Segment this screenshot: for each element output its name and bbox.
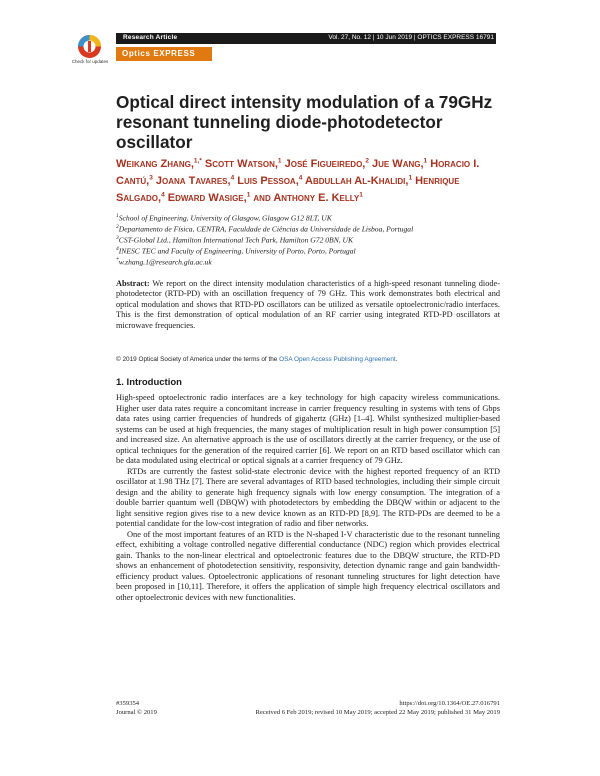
paragraph: RTDs are currently the fastest solid-state electronic device with the highest reported frequency of an RTD oscillator at 1.98 THz [7]. There are several advantages of RTD based technologies, including their simple circuit design and the ability to generate high frequency signals with low energy consumption. The integration of a double barrier quantum well (DBQW) with photodetectors by embedding the DBQW within or adjacent to the light sensitive region gives rise to a new device known as an RTD-PD [8,9]. The RTD-PDs are deemed to be a potential candidate for the low-cost integration of radio and fiber networks. bbox=[116, 466, 500, 528]
author: Weikang Zhang,$^{1,*}$ bbox=[116, 157, 202, 170]
abstract-text: We report on the direct intensity modulation characteristics of a high-speed resonant tunneling diode-photodetector (RTD-PD) with an oscillation frequency of 79 GHz. This work demonstrates both electrical and optical modulation and shows that RTD-PD oscillators can be utilized as versatile optoelectronic/radio interfaces. This is the first demonstration of optical modulation of an RF carrier using integrated RTD-PD oscillators at microwave frequencies. bbox=[116, 279, 500, 330]
author: Horacio I. Cantú,$^3$ bbox=[116, 157, 480, 187]
license-link[interactable]: OSA Open Access Publishing Agreement bbox=[279, 356, 396, 363]
author: Luis Pessoa,$^4$ bbox=[234, 174, 303, 187]
paper-title: Optical direct intensity modulation of a 79GHz resonant tunneling diode-photodetector oscillator bbox=[116, 92, 493, 152]
manuscript-id: #359354 bbox=[116, 700, 140, 707]
copyright-notice: © 2019 Optical Society of America under the terms of the OSA Open Access Publishing Agreement. bbox=[116, 356, 398, 363]
crossmark-label: Check for updates bbox=[71, 59, 109, 64]
body-text bbox=[116, 393, 500, 603]
corresponding-email[interactable]: *w.zhang.1@research.gla.ac.uk bbox=[116, 257, 212, 267]
paragraph: One of the most important features of an RTD is the N-shaped I-V characteristic due to the resonant tunneling effect, exhibiting a voltage controlled negative differential conductance (NDC) region which provides electrical gain. Thanks to the non-linear electrical and optoelectronic features due to the DBQW structure, the RTD-PD shows an enhancement of photodetection sensitivity, responsivity, detection dynamic range and gain bandwidth-efficiency product values. Optoelectronic applications of resonant tunneling structures for light detection have been proposed in [10,11]. Therefore, it offers the application of simple high frequency electrical oscillators and other optoelectronic devices with new functionalities. bbox=[116, 529, 500, 602]
author: Edward Wasige,$^1$ bbox=[164, 191, 251, 205]
paragraph: High-speed optoelectronic radio interfaces are a key technology for high capacity wireless communications. Higher user data rates require a concomitant increase in carrier frequency resulting in systems with tens of Gbps data rates using carrier frequencies of hundreds of gigahertz (GHz) [1–4]. Whilst synthesized multiplier-based systems can be used at high frequencies, the many stages of multiplication result in high power consumption [5] and increased size. An alternative approach is the use of oscillators directly at the carrier frequency, or the use of optical techniques for the generation of the required carrier [6]. We report on an RTD based oscillator which can be data modulated using electrical or optical signals at a carrier frequency of 79 GHz. bbox=[116, 393, 500, 465]
affiliation: $^3$CST-Global Ltd., Hamilton International Tech Park, Hamilton G72 0BN, UK bbox=[116, 235, 354, 245]
abstract bbox=[116, 279, 500, 331]
author: Jue Wang,$^1$ bbox=[368, 157, 428, 170]
abstract-label: Abstract: bbox=[116, 279, 150, 288]
crossmark-icon[interactable] bbox=[77, 34, 102, 59]
affiliation: $^2$Departamento de Física, CENTRA, Faculdade de Ciências da Universidade de Lisboa, Portugal bbox=[116, 224, 414, 234]
author-list bbox=[116, 154, 500, 206]
doi-link[interactable]: https://doi.org/10.1364/OE.27.016791 bbox=[399, 700, 500, 707]
author: Scott Watson,$^1$ bbox=[201, 157, 282, 170]
affiliations bbox=[116, 212, 500, 267]
author: Henrique Salgado,$^4$ bbox=[116, 174, 460, 205]
affiliation: $^4$INESC TEC and Faculty of Engineering, University of Porto, Porto, Portugal bbox=[116, 246, 356, 256]
article-type: Research Article bbox=[123, 34, 178, 41]
affiliation: $^1$School of Engineering, University of Glasgow, Glasgow G12 8LT, UK bbox=[116, 213, 332, 223]
journal-brand-text: Optics EXPRESS bbox=[122, 49, 196, 58]
author: Abdullah Al-Khalidi,$^1$ bbox=[302, 174, 413, 187]
journal-brand-logo bbox=[116, 47, 212, 61]
author: Joana Tavares,$^4$ bbox=[152, 174, 235, 187]
volume-info: Vol. 27, No. 12 | 10 Jun 2019 | OPTICS EXPRESS 16791 bbox=[328, 34, 494, 41]
publication-dates: Received 6 Feb 2019; revised 10 May 2019; accepted 22 May 2019; published 31 May 2019 bbox=[255, 709, 500, 716]
journal-copyright: Journal © 2019 bbox=[116, 709, 157, 716]
section-heading: 1. Introduction bbox=[116, 377, 182, 388]
author: and Anthony E. Kelly$^1$ bbox=[250, 191, 363, 205]
author: José Figueiredo,$^2$ bbox=[281, 157, 369, 170]
